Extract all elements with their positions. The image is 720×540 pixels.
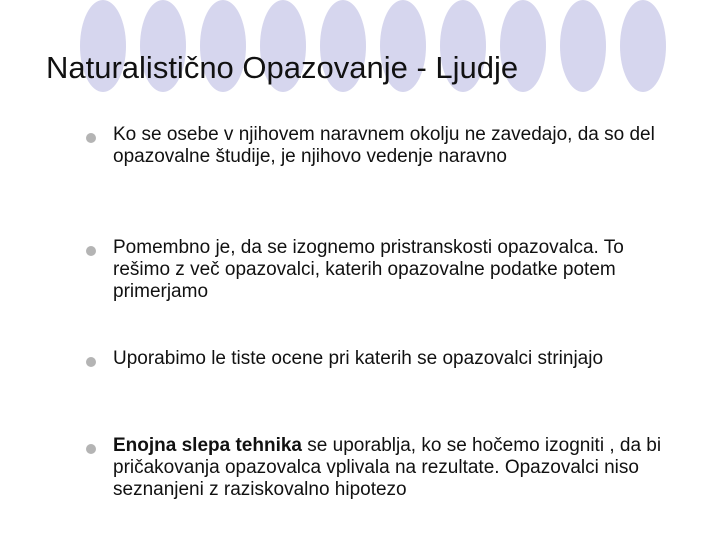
bullet-icon <box>86 357 96 367</box>
bullet-icon <box>86 444 96 454</box>
bullet-text <box>113 435 683 501</box>
slide-title: Naturalistično Opazovanje - Ljudje <box>46 50 519 85</box>
bullet-text: Pomembno je, da se izognemo pristranskosti opazovalca. To rešimo z več opazovalci, katerih opazovalne podatke potem primerjamo <box>113 237 624 302</box>
bullet-bold-term: Enojna slepa tehnika <box>113 435 302 456</box>
bullet-icon <box>86 246 96 256</box>
bullet-text: Uporabimo le tiste ocene pri katerih se opazovalci strinjajo <box>113 348 604 369</box>
bullet-icon <box>86 133 96 143</box>
bullet-text: Ko se osebe v njihovem naravnem okolju ne zavedajo, da so del opazovalne študije, je njihovo vedenje naravno <box>113 124 655 167</box>
bullet-text-rest: se uporablja, ko se hočemo izogniti , da bi pričakovanja opazovalca vplivala na rezultate. Opazovalci niso seznanjeni z raziskovalno hipotezo <box>113 435 662 500</box>
